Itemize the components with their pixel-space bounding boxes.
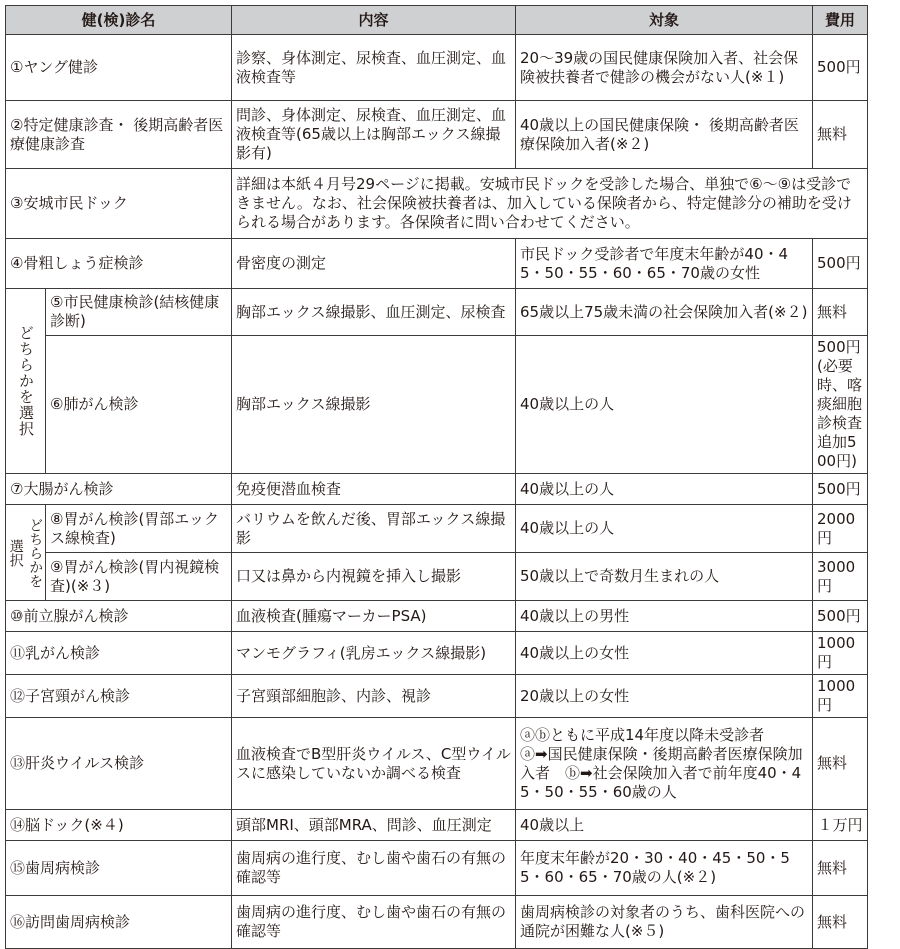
row-name: ⑤市民健康検診(結核健康診断) xyxy=(46,289,232,336)
checkup-table-container xyxy=(5,5,868,949)
row-fee: 1000円 xyxy=(813,675,868,718)
row-fee: 無料 xyxy=(813,841,868,896)
header-name: 健(検)診名 xyxy=(6,6,232,35)
group-select-lung xyxy=(6,289,46,474)
row-name: ③安城市民ドック xyxy=(6,169,232,239)
row-name: ⑨胃がん検診(胃内視鏡検査)(※３) xyxy=(46,553,232,601)
row-name: ①ヤング健診 xyxy=(6,35,232,101)
table-row xyxy=(6,505,868,553)
row-content: 口又は鼻から内視鏡を挿入し撮影 xyxy=(232,553,516,601)
table-row xyxy=(6,474,868,505)
row-content: 胸部エックス線撮影、血圧測定、尿検査 xyxy=(232,289,516,336)
row-content: 血液検査でB型肝炎ウイルス、C型ウイルスに感染していないか調べる検査 xyxy=(232,718,516,810)
row-content: バリウムを飲んだ後、胃部エックス線撮影 xyxy=(232,505,516,553)
table-row xyxy=(6,289,868,336)
row-target: 20～39歳の国民健康保険加入者、社会保険被扶養者で健診の機会がない人(※１) xyxy=(516,35,813,101)
table-row xyxy=(6,810,868,841)
table-row xyxy=(6,35,868,101)
row-content: 頭部MRI、頭部MRA、問診、血圧測定 xyxy=(232,810,516,841)
row-fee: 2000円 xyxy=(813,505,868,553)
group-select-stomach xyxy=(6,505,46,601)
row-content: 胸部エックス線撮影 xyxy=(232,336,516,474)
row-target: 40歳以上の女性 xyxy=(516,632,813,675)
group-select-stomach-label-a: どちらかを xyxy=(27,517,44,588)
table-row xyxy=(6,336,868,474)
row-target: 40歳以上 xyxy=(516,810,813,841)
row-fee: 500円 xyxy=(813,601,868,632)
row-content: 子宮頸部細胞診、内診、視診 xyxy=(232,675,516,718)
row-content: 骨密度の測定 xyxy=(232,239,516,289)
row-name: ⑭脳ドック(※４) xyxy=(6,810,232,841)
table-row xyxy=(6,718,868,810)
table-row xyxy=(6,601,868,632)
row-content: 詳細は本紙４月号29ページに掲載。安城市民ドックを受診した場合、単独で⑥～⑨は受診できません。なお、社会保険被扶養者は、加入している保険者から、特定健診分の補助を受けられる場合があります。各保険者に問い合わせてください。 xyxy=(232,169,868,239)
row-target: 40歳以上の人 xyxy=(516,505,813,553)
row-name: ⑬肝炎ウイルス検診 xyxy=(6,718,232,810)
row-fee: 500円(必要時、喀痰細胞診検査追加500円) xyxy=(813,336,868,474)
row-name: ⑦大腸がん検診 xyxy=(6,474,232,505)
row-name: ②特定健康診査・ 後期高齢者医療健康診査 xyxy=(6,101,232,169)
row-target: 40歳以上の人 xyxy=(516,336,813,474)
row-name: ⑯訪問歯周病検診 xyxy=(6,896,232,949)
row-target: 50歳以上で奇数月生まれの人 xyxy=(516,553,813,601)
row-fee: 500円 xyxy=(813,474,868,505)
row-fee: 無料 xyxy=(813,289,868,336)
row-name: ⑥肺がん検診 xyxy=(46,336,232,474)
row-content: 診察、身体測定、尿検査、血圧測定、血液検査等 xyxy=(232,35,516,101)
row-target: 65歳以上75歳未満の社会保険加入者(※２) xyxy=(516,289,813,336)
row-fee: 3000円 xyxy=(813,553,868,601)
row-content: 免疫便潜血検査 xyxy=(232,474,516,505)
row-target: 20歳以上の女性 xyxy=(516,675,813,718)
header-fee: 費用 xyxy=(813,6,868,35)
row-target: 市民ドック受診者で年度末年齢が40・45・50・55・60・65・70歳の女性 xyxy=(516,239,813,289)
table-row xyxy=(6,553,868,601)
table-row xyxy=(6,675,868,718)
row-name: ⑮歯周病検診 xyxy=(6,841,232,896)
group-select-lung-label: どちらかを選択 xyxy=(17,325,35,437)
group-select-stomach-label-b: 選択 xyxy=(7,538,24,567)
row-name: ⑪乳がん検診 xyxy=(6,632,232,675)
row-fee: 500円 xyxy=(813,239,868,289)
row-fee: 無料 xyxy=(813,718,868,810)
header-row xyxy=(6,6,868,35)
table-row xyxy=(6,896,868,949)
row-name: ⑫子宮頸がん検診 xyxy=(6,675,232,718)
row-content: 歯周病の進行度、むし歯や歯石の有無の確認等 xyxy=(232,841,516,896)
table-row xyxy=(6,239,868,289)
checkup-table xyxy=(5,5,868,949)
row-fee: １万円 xyxy=(813,810,868,841)
row-target-line: ⓐ➡国民健康保険・後期高齢者医療保険加入者 ⓑ➡社会保険加入者で前年度40・45・50・55・60歳の人 xyxy=(520,744,803,801)
row-name: ④骨粗しょう症検診 xyxy=(6,239,232,289)
row-content: マンモグラフィ(乳房エックス線撮影) xyxy=(232,632,516,675)
row-name: ⑧胃がん検診(胃部エックス線検査) xyxy=(46,505,232,553)
row-name: ⑩前立腺がん検診 xyxy=(6,601,232,632)
row-content: 歯周病の進行度、むし歯や歯石の有無の確認等 xyxy=(232,896,516,949)
row-fee: 無料 xyxy=(813,896,868,949)
row-target: 歯周病検診の対象者のうち、歯科医院への通院が困難な人(※５) xyxy=(516,896,813,949)
row-target: 40歳以上の人 xyxy=(516,474,813,505)
row-target: 年度末年齢が20・30・40・45・50・55・60・65・70歳の人(※２) xyxy=(516,841,813,896)
row-target xyxy=(516,718,813,810)
row-content: 血液検査(腫瘍マーカーPSA) xyxy=(232,601,516,632)
row-fee: 1000円 xyxy=(813,632,868,675)
row-content: 問診、身体測定、尿検査、血圧測定、血液検査等(65歳以上は胸部エックス線撮影有) xyxy=(232,101,516,169)
row-fee: 無料 xyxy=(813,101,868,169)
row-target-line: ⓐⓑともに平成14年度以降未受診者 xyxy=(520,725,765,744)
header-content: 内容 xyxy=(232,6,516,35)
row-target: 40歳以上の国民健康保険・ 後期高齢者医療保険加入者(※２) xyxy=(516,101,813,169)
row-fee: 500円 xyxy=(813,35,868,101)
table-row xyxy=(6,169,868,239)
table-row xyxy=(6,841,868,896)
table-row xyxy=(6,632,868,675)
table-row xyxy=(6,101,868,169)
header-target: 対象 xyxy=(516,6,813,35)
row-target: 40歳以上の男性 xyxy=(516,601,813,632)
